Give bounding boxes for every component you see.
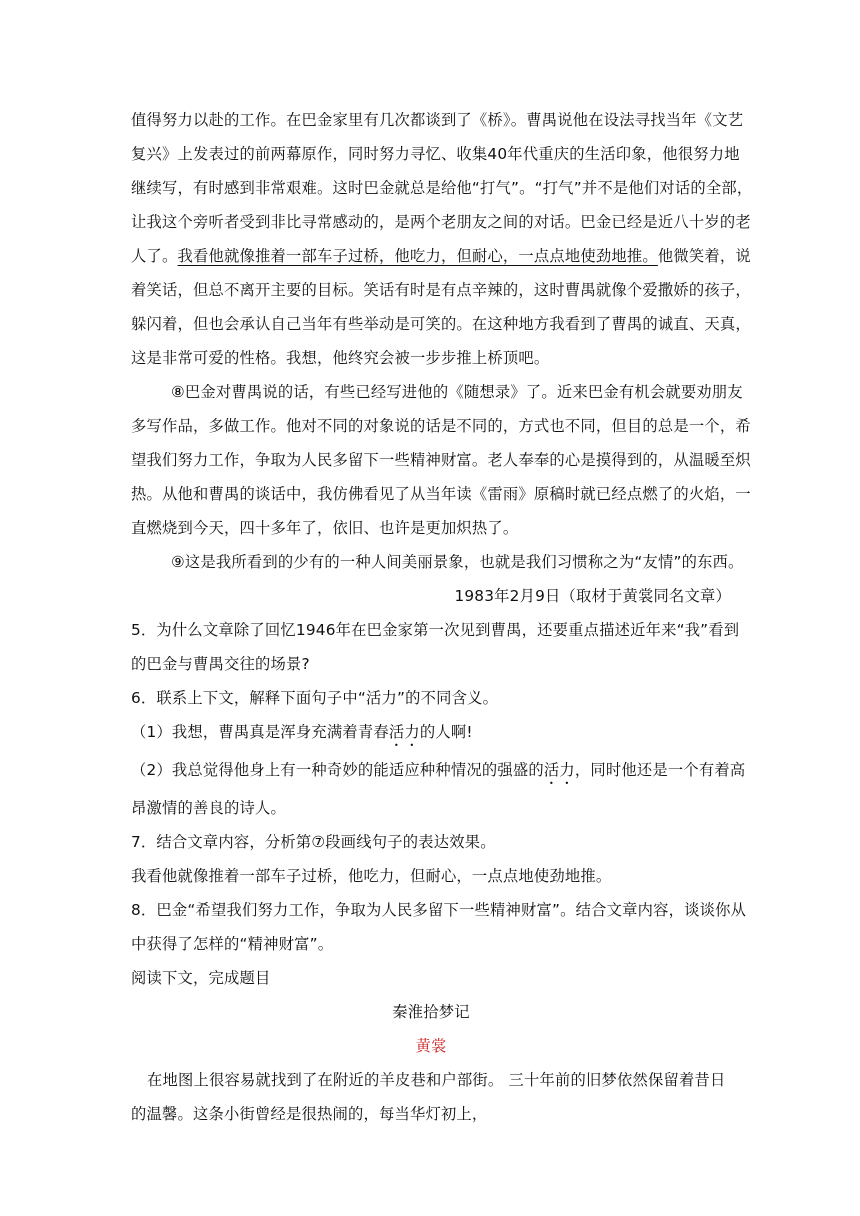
question-text: 的人啊! [419, 723, 473, 741]
passage-line: 值得努力以赴的工作。在巴金家里有几次都谈到了《桥》。曹禺说他在设法寻找当年《文艺 [131, 111, 744, 129]
question-8-line: 8．巴金“希望我们努力工作，争取为人民多留下一些精神财富”。结合文章内容，谈谈你从 [131, 901, 747, 919]
passage-line: 躲闪着，但也会承认自己当年有些举动是可笑的。在这种地方我看到了曹禺的诚直、天真， [131, 315, 751, 333]
question-text: （2）我总觉得他身上有一种奇妙的能适应种种情况的强盛的 [131, 761, 544, 779]
question-7-quote: 我看他就像推着一部车子过桥，他吃力，但耐心，一点点地使劲地推。 [131, 867, 612, 885]
question-6-item-2-cont: 昂激情的善良的诗人。 [131, 799, 286, 817]
article-line: 的温馨。这条小街曾经是很热闹的，每当华灯初上， [131, 1105, 488, 1123]
paragraph-8-line: 直燃烧到今天，四十多年了，依旧、也许是更加炽热了。 [131, 519, 519, 537]
paragraph-9: ⑨这是我所看到的少有的一种人间美丽景象，也就是我们习惯称之为“友情”的东西。 [171, 553, 744, 571]
source-note: 1983年2月9日（取材于黄裳同名文章） [454, 587, 731, 605]
passage-line-underlined [131, 242, 751, 270]
underlined-sentence: 我看他就像推着一部车子过桥，他吃力，但耐心，一点点地使劲地推。 [177, 247, 658, 265]
question-6-item-1 [131, 718, 731, 746]
question-text: （1）我想，曹禺真是浑身充满着青春 [131, 723, 389, 741]
article-line: 在地图上很容易就找到了在附近的羊皮巷和户部街。 三十年前的旧梦依然保留着昔日 [147, 1071, 726, 1089]
emphasized-word: 活力 [543, 761, 575, 779]
article-title: 秦淮拾梦记 [392, 1003, 470, 1021]
paragraph-8-line: 热。从他和曹禺的谈话中，我仿佛看见了从当年读《雷雨》原稿时就已经点燃了的火焰，一 [131, 485, 751, 503]
passage-text: 人了。 [131, 247, 178, 265]
question-5-line: 5．为什么文章除了回忆1946年在巴金家第一次见到曹禺，还要重点描述近年来“我”看到 [131, 621, 740, 639]
passage-line: 让我这个旁听者受到非比寻常感动的，是两个老朋友之间的对话。巴金已经是近八十岁的老 [131, 213, 751, 231]
question-text: ，同时他还是一个有着高 [574, 761, 746, 779]
article-author: 黄裳 [415, 1037, 447, 1055]
question-5-line: 的巴金与曹禺交往的场景? [131, 655, 310, 673]
passage-line: 着笑话，但总不离开主要的目标。笑话有时是有点辛辣的，这时曹禺就像个爱撒娇的孩子， [131, 281, 751, 299]
question-6: 6．联系上下文，解释下面句子中“活力”的不同含义。 [131, 689, 499, 707]
passage-line: 这是非常可爱的性格。我想，他终究会被一步步推上桥顶吧。 [131, 349, 550, 367]
question-8-line: 中获得了怎样的“精神财富”。 [131, 935, 334, 953]
paragraph-8-line: 多写作品，多做工作。他对不同的对象说的话是不同的，方式也不同，但目的总是一个，希 [131, 417, 751, 435]
emphasized-word: 活力 [388, 723, 420, 741]
passage-line: 继续写，有时感到非常艰难。这时巴金就总是给他“打气”。“打气”并不是他们对话的全部， [131, 179, 753, 197]
question-6-item-2 [131, 756, 746, 784]
reading-instruction: 阅读下文，完成题目 [131, 969, 271, 987]
passage-line: 复兴》上发表过的前两幕原作，同时努力寻忆、收集40年代重庆的生活印象，他很努力地 [131, 145, 740, 163]
document-page [131, 106, 753, 1128]
paragraph-8-line: 望我们努力工作，争取为人民多留下一些精神财富。老人奉奉的心是摸得到的，从温暖至炽 [131, 451, 751, 469]
paragraph-8-line: ⑧巴金对曹禺说的话，有些已经写进他的《随想录》了。近来巴金有机会就要劝朋友 [171, 383, 743, 401]
passage-text: 他微笑着，说 [657, 247, 751, 265]
question-7: 7．结合文章内容，分析第⑦段画线句子的表达效果。 [131, 833, 496, 851]
